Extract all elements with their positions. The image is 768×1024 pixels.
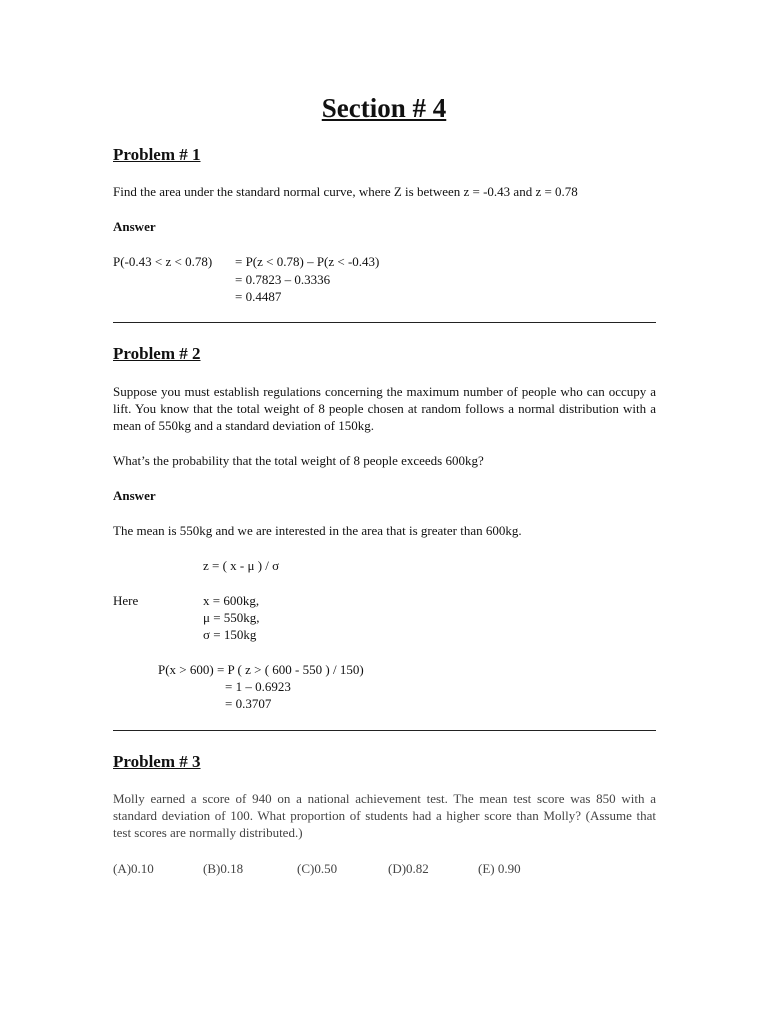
problem-2-variable: x = 600kg, bbox=[203, 593, 260, 608]
problem-3-title: Problem # 3 bbox=[113, 752, 201, 771]
answer-option-b: (B)0.18 bbox=[203, 861, 244, 876]
problem-2-formula: z = ( x - μ ) / σ bbox=[203, 558, 280, 573]
answer-option-e: (E) 0.90 bbox=[478, 861, 521, 876]
problem-2-question: Suppose you must establish regulations concerning the maximum number of people who can occupy a lift. You know that the total weight of 8 people chosen at random follows a normal distribution with a mean of 550kg and a standard deviation of 150kg. bbox=[113, 384, 656, 433]
problem-2-probability-step: = 1 – 0.6923 bbox=[225, 679, 291, 694]
problem-2-intro: The mean is 550kg and we are interested in the area that is greater than 600kg. bbox=[113, 523, 522, 538]
problem-2-probability-step: = 0.3707 bbox=[225, 696, 272, 711]
problem-2-here-label: Here bbox=[113, 593, 139, 608]
problem-2-question-2: What’s the probability that the total weight of 8 people exceeds 600kg? bbox=[113, 453, 484, 468]
divider bbox=[113, 730, 656, 731]
problem-1-equation-line: = 0.7823 – 0.3336 bbox=[235, 272, 331, 287]
problem-1-equation-line: = P(z < 0.78) – P(z < -0.43) bbox=[235, 254, 380, 269]
section-title: Section # 4 bbox=[321, 93, 447, 123]
divider bbox=[113, 322, 656, 323]
problem-2-variable: μ = 550kg, bbox=[203, 610, 260, 625]
problem-1-equation-line: = 0.4487 bbox=[235, 289, 282, 304]
problem-2-answer-label: Answer bbox=[113, 488, 156, 503]
problem-2-variable: σ = 150kg bbox=[203, 627, 257, 642]
problem-2-title: Problem # 2 bbox=[113, 344, 201, 363]
problem-1-answer-label: Answer bbox=[113, 219, 156, 234]
problem-1-title: Problem # 1 bbox=[113, 145, 201, 164]
answer-option-c: (C)0.50 bbox=[297, 861, 338, 876]
answer-option-a: (A)0.10 bbox=[113, 861, 154, 876]
problem-1-question: Find the area under the standard normal curve, where Z is between z = -0.43 and z = 0.78 bbox=[113, 184, 578, 199]
problem-1-equation-lhs: P(-0.43 < z < 0.78) bbox=[113, 254, 213, 269]
problem-2-probability-line: P(x > 600) = P ( z > ( 600 - 550 ) / 150) bbox=[158, 662, 364, 677]
answer-option-d: (D)0.82 bbox=[388, 861, 429, 876]
problem-3-question: Molly earned a score of 940 on a national achievement test. The mean test score was 850 with a standard deviation of 100. What proportion of students had a higher score than Molly? (Assume that test scores are normally distributed.) bbox=[113, 791, 656, 840]
